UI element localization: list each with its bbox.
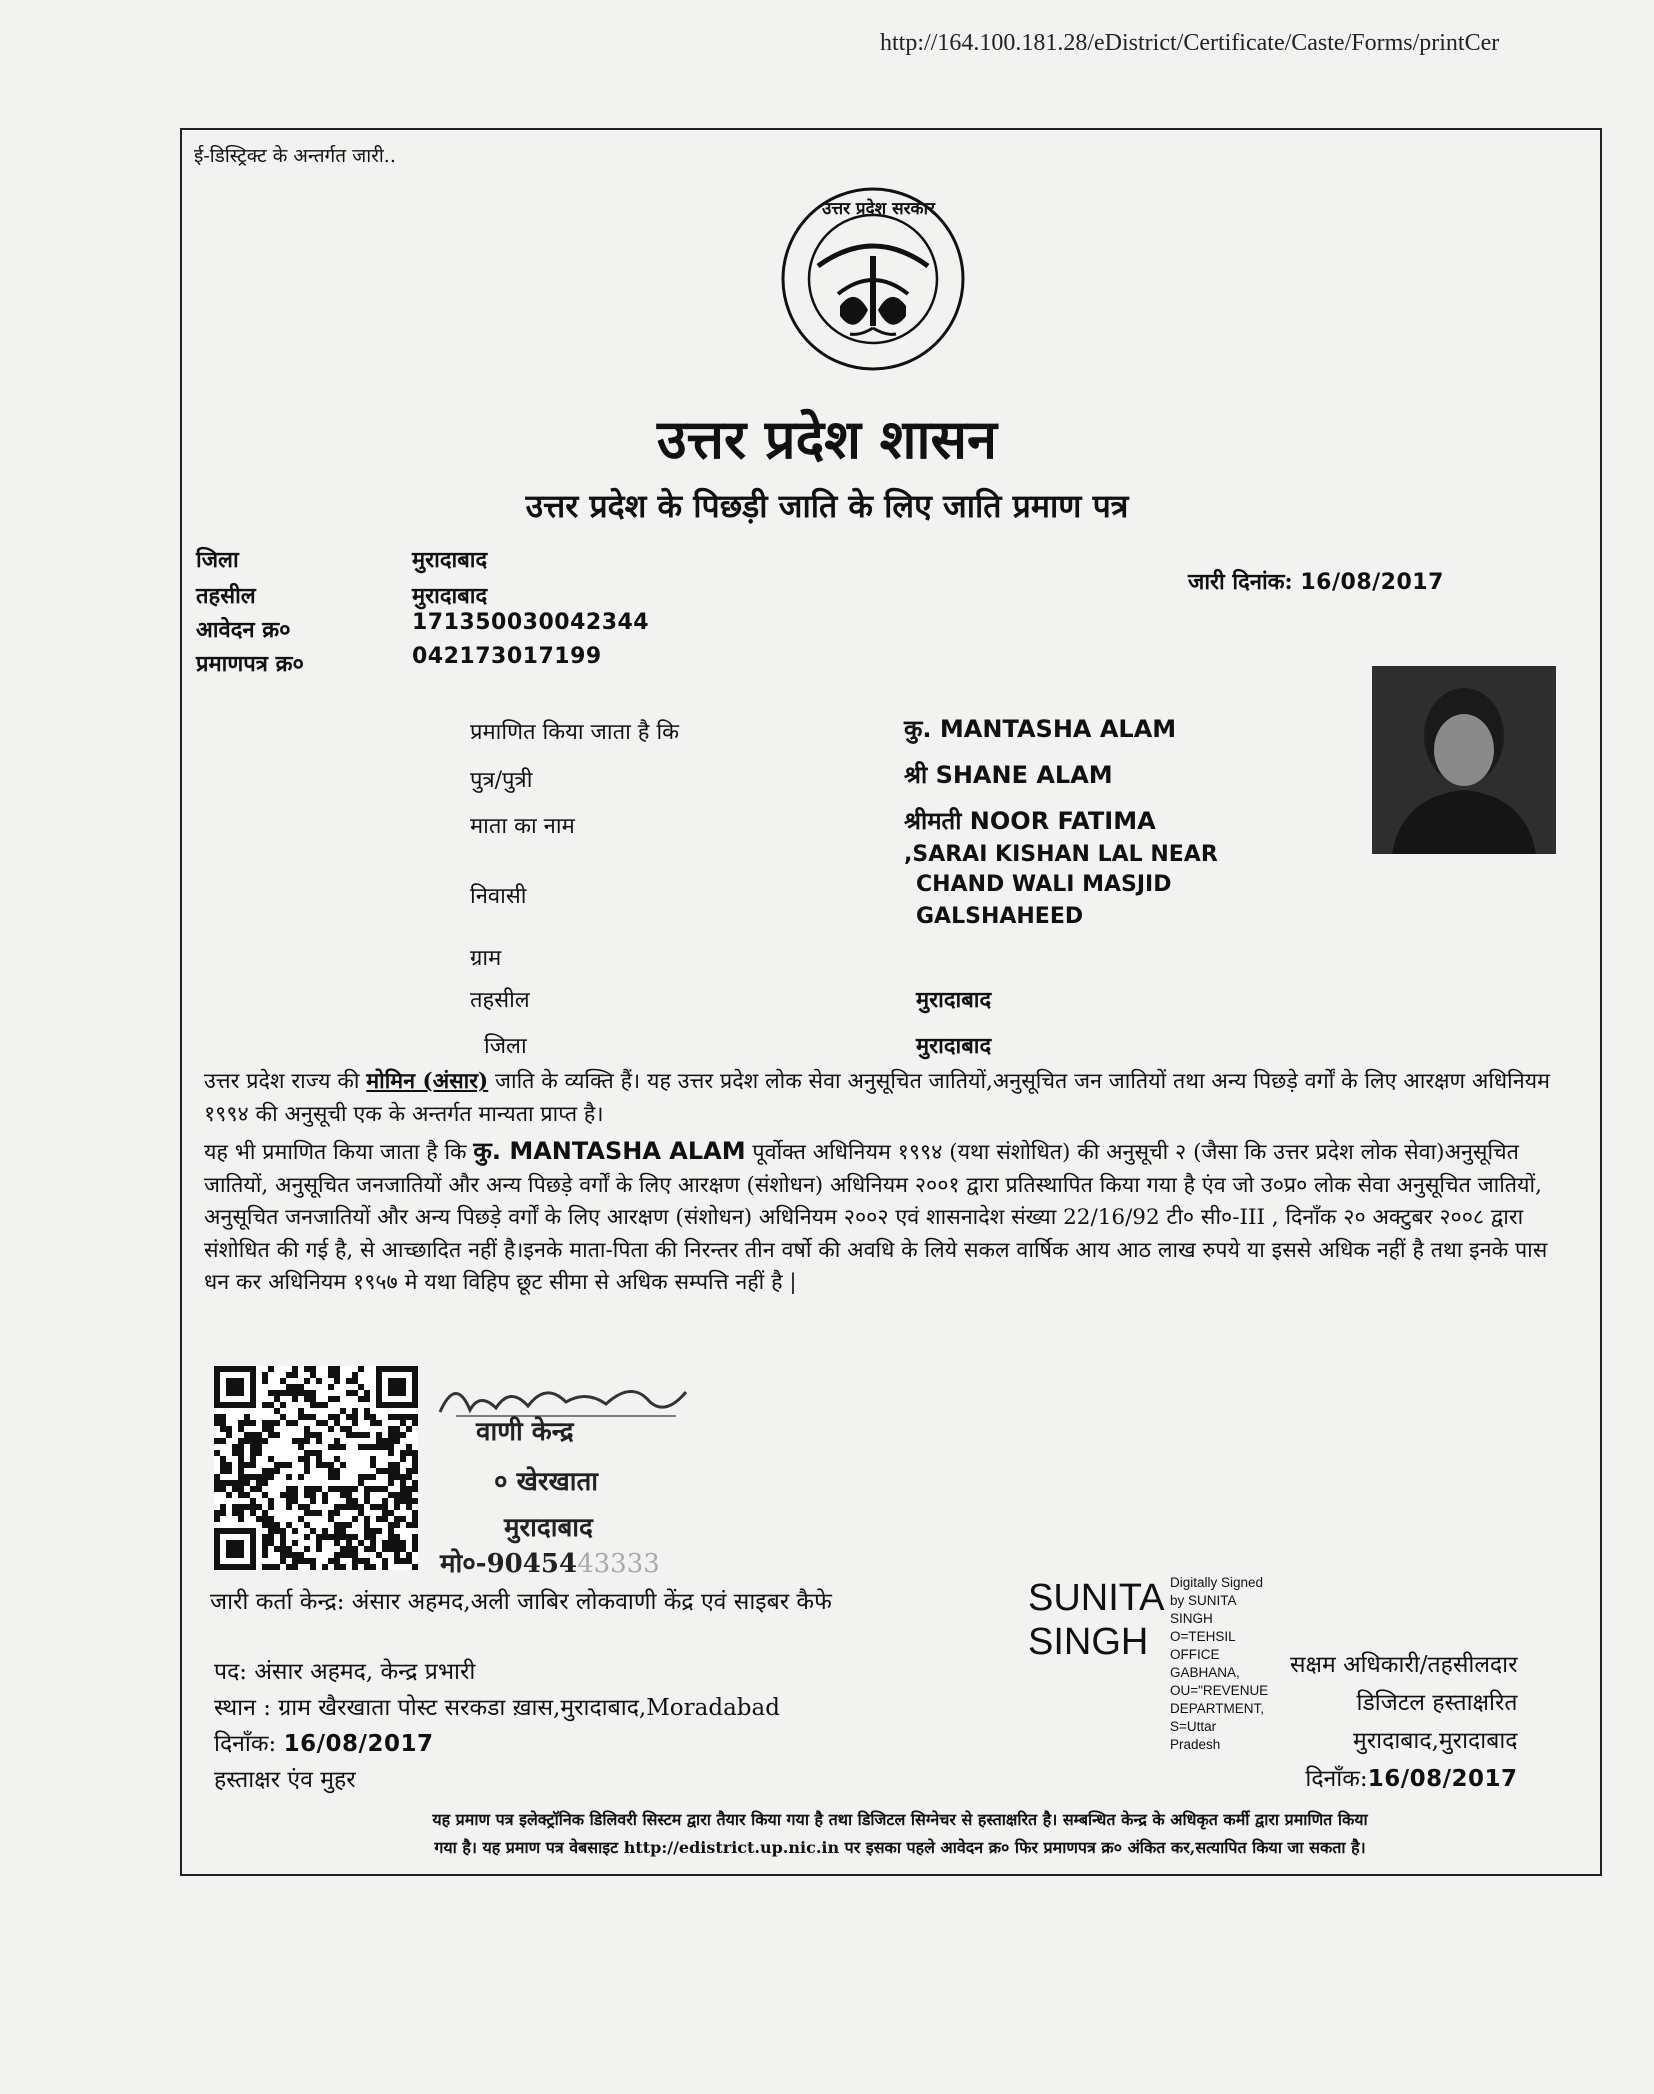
mother-label: माता का नाम xyxy=(470,814,575,839)
resident-label: निवासी xyxy=(470,884,527,909)
certificate-number-label: प्रमाणपत्र क्र० xyxy=(196,651,304,677)
certified-label: प्रमाणित किया जाता है कि xyxy=(470,720,680,745)
person-district-value: मुरादाबाद xyxy=(916,1034,992,1059)
source-url: http://164.100.181.28/eDistrict/Certificate/Caste/Forms/printCer xyxy=(880,30,1500,56)
person-tehsil-label: तहसील xyxy=(470,988,530,1013)
officer-location: मुरादाबाद,मुरादाबाद xyxy=(1353,1728,1518,1754)
signer-last-name: SINGH xyxy=(1028,1621,1149,1663)
dsig-line: Pradesh xyxy=(1170,1737,1221,1752)
dsig-line: O=TEHSIL xyxy=(1170,1629,1236,1644)
post-line: पद: अंसार अहमद, केन्द्र प्रभारी xyxy=(214,1659,476,1685)
dsig-line: OU="REVENUE xyxy=(1170,1683,1269,1698)
dsig-line: DEPARTMENT, xyxy=(1170,1701,1265,1716)
stamp-phone-main: मो०-90454 xyxy=(440,1549,578,1579)
body-applicant-name: कु. MANTASHA ALAM xyxy=(473,1137,746,1165)
address-line-1: ,SARAI KISHAN LAL NEAR xyxy=(904,842,1218,867)
stamp-phone xyxy=(440,1544,660,1580)
body-p2-start: यह भी प्रमाणित किया जाता है कि xyxy=(204,1140,467,1165)
digital-signature-details xyxy=(1170,1574,1290,1754)
dsig-line: by SUNITA xyxy=(1170,1593,1237,1608)
body-p2-end: पूर्वोक्त अधिनियम १९९४ (यथा संशोधित) की अनुसूची २ (जैसा कि उत्तर प्रदेश लोक सेवा)अनुसूचित जातियों, अनुसूचित जनजातियों और अन्य पिछड़े वर्गों के लिए आरक्षण (संशोधन) अधिनियम २००१ द्वारा प्रतिस्थापित किया गया है एंव जो उ०प्र० लोक सेवा अनुसूचित जातियों, अनुसूचित जनजातियों और अन्य पिछड़े वर्गों के लिए आरक्षण (संशोधन) अधिनियम २००२ एवं शासनादेश संख्या 22/16/92 टी० सी०-III , दिनाँक २० अक्टुबर २००८ द्वारा संशोधित की गई है, से आच्छादित नहीं है।इनके माता-पिता की निरन्तर तीन वर्षो की अवधि के लिये सकल वार्षिक आय आठ लाख रुपये या इससे अधिक नहीं है तथा इनके पास धन कर अधिनियम १९५७ मे यथा विहिप छूट सीमा से अधिक सम्पत्ति नहीं है | xyxy=(204,1140,1548,1295)
tehsil-value: मुरादाबाद xyxy=(412,583,488,609)
stamp-line-1: वाणी केन्द्र xyxy=(476,1417,574,1447)
stamp-line-3: मुरादाबाद xyxy=(504,1513,593,1543)
application-number-value: 171350030042344 xyxy=(412,610,650,635)
applicant-name: कु. MANTASHA ALAM xyxy=(904,715,1177,743)
up-government-emblem xyxy=(780,186,966,372)
officer-digital-signed: डिजिटल हस्ताक्षरित xyxy=(1356,1690,1518,1716)
district-value: मुरादाबाद xyxy=(412,547,488,573)
father-name: श्री SHANE ALAM xyxy=(904,761,1113,789)
footer-line-2: गया है। यह प्रमाण पत्र वेबसाइट http://edistrict.up.nic.in पर इसका पहले आवेदन क्र० फिर प्रमाणपत्र क्र० अंकित कर,सत्यापित किया जा सकता है। xyxy=(434,1838,1366,1857)
body-paragraph-2 xyxy=(204,1135,1564,1300)
father-label: पुत्र/पुत्री xyxy=(470,768,533,793)
certificate-title: उत्तर प्रदेश के पिछड़ी जाति के लिए जाति प्रमाण पत्र xyxy=(525,487,1129,525)
competent-officer xyxy=(1290,1646,1518,1798)
body-p1-end: जाति के व्यक्ति हैं। यह उत्तर प्रदेश लोक सेवा अनुसूचित जातियों,अनुसूचित जन जातियों तथा अन्य पिछड़े वर्गों के लिए आरक्षण अधिनियम १९९४ की अनुसूची एक के अन्तर्गत मान्यता प्राप्त है। xyxy=(204,1069,1550,1127)
dsig-line: SINGH xyxy=(1170,1611,1213,1626)
village-label: ग्राम xyxy=(470,946,502,971)
top-note: ई-डिस्ट्रिक्ट के अन्तर्गत जारी.. xyxy=(194,145,396,167)
issue-date-label: जारी दिनांक: xyxy=(1188,569,1293,595)
applicant-photo xyxy=(1372,666,1556,854)
place-line: स्थान : ग्राम खैरखाता पोस्ट सरकडा ख़ास,मुरादाबाद,Moradabad xyxy=(214,1695,780,1721)
center-date-label: दिनाँक: xyxy=(214,1731,277,1757)
person-district-label: जिला xyxy=(484,1034,527,1059)
officer-date-label: दिनाँक: xyxy=(1305,1766,1368,1792)
district-label: जिला xyxy=(196,547,239,573)
application-number-label: आवेदन क्र० xyxy=(196,617,291,643)
signature-and-seal-line: हस्ताक्षर एंव मुहर xyxy=(214,1767,356,1793)
center-date xyxy=(214,1726,780,1762)
dsig-line: S=Uttar xyxy=(1170,1719,1217,1734)
dsig-line: Digitally Signed xyxy=(1170,1575,1264,1590)
dsig-line: OFFICE xyxy=(1170,1647,1220,1662)
government-title: उत्तर प्रदेश शासन xyxy=(657,407,997,471)
footer-line-1: यह प्रमाण पत्र इलेक्ट्रॉनिक डिलिवरी सिस्टम द्वारा तैयार किया गया है तथा डिजिटल सिग्नेचर से हस्ताक्षरित है। सम्बन्धित केन्द्र के अधिकृत कर्मी द्वारा प्रमाणित किया xyxy=(432,1810,1368,1829)
dsig-line: GABHANA, xyxy=(1170,1665,1240,1680)
stamp-phone-faint: 43333 xyxy=(577,1549,660,1579)
officer-date-value: 16/08/2017 xyxy=(1367,1766,1518,1792)
center-date-value: 16/08/2017 xyxy=(283,1731,434,1757)
qr-code xyxy=(214,1366,418,1570)
tehsil-label: तहसील xyxy=(196,583,256,609)
emblem-text: उत्तर प्रदेश सरकार xyxy=(822,199,935,219)
mother-name: श्रीमती NOOR FATIMA xyxy=(904,807,1156,835)
certificate-number-value: 042173017199 xyxy=(412,644,602,669)
caste-name: मोमिन (अंसार) xyxy=(366,1069,489,1094)
stamp-line-2: ० खेरखाता xyxy=(494,1467,599,1497)
body-paragraph-1 xyxy=(204,1066,1564,1131)
person-tehsil-value: मुरादाबाद xyxy=(916,988,992,1013)
officer-title: सक्षम अधिकारी/तहसीलदार xyxy=(1290,1652,1518,1678)
signer-name xyxy=(1028,1576,1165,1664)
issue-date xyxy=(1188,566,1444,596)
issuing-center: जारी कर्ता केन्द्र: अंसार अहमद,अली जाबिर लोकवाणी केंद्र एवं साइबर कैफे xyxy=(210,1589,832,1615)
address-line-2: CHAND WALI MASJID xyxy=(916,872,1172,897)
address-line-3: GALSHAHEED xyxy=(916,904,1084,929)
issue-date-value: 16/08/2017 xyxy=(1300,570,1444,595)
footer-note xyxy=(214,1806,1586,1862)
signer-first-name: SUNITA xyxy=(1028,1577,1165,1619)
center-in-charge-block xyxy=(214,1654,780,1798)
certificate-body xyxy=(204,1066,1564,1304)
body-p1-start: उत्तर प्रदेश राज्य की xyxy=(204,1069,360,1094)
officer-date xyxy=(1290,1760,1518,1798)
